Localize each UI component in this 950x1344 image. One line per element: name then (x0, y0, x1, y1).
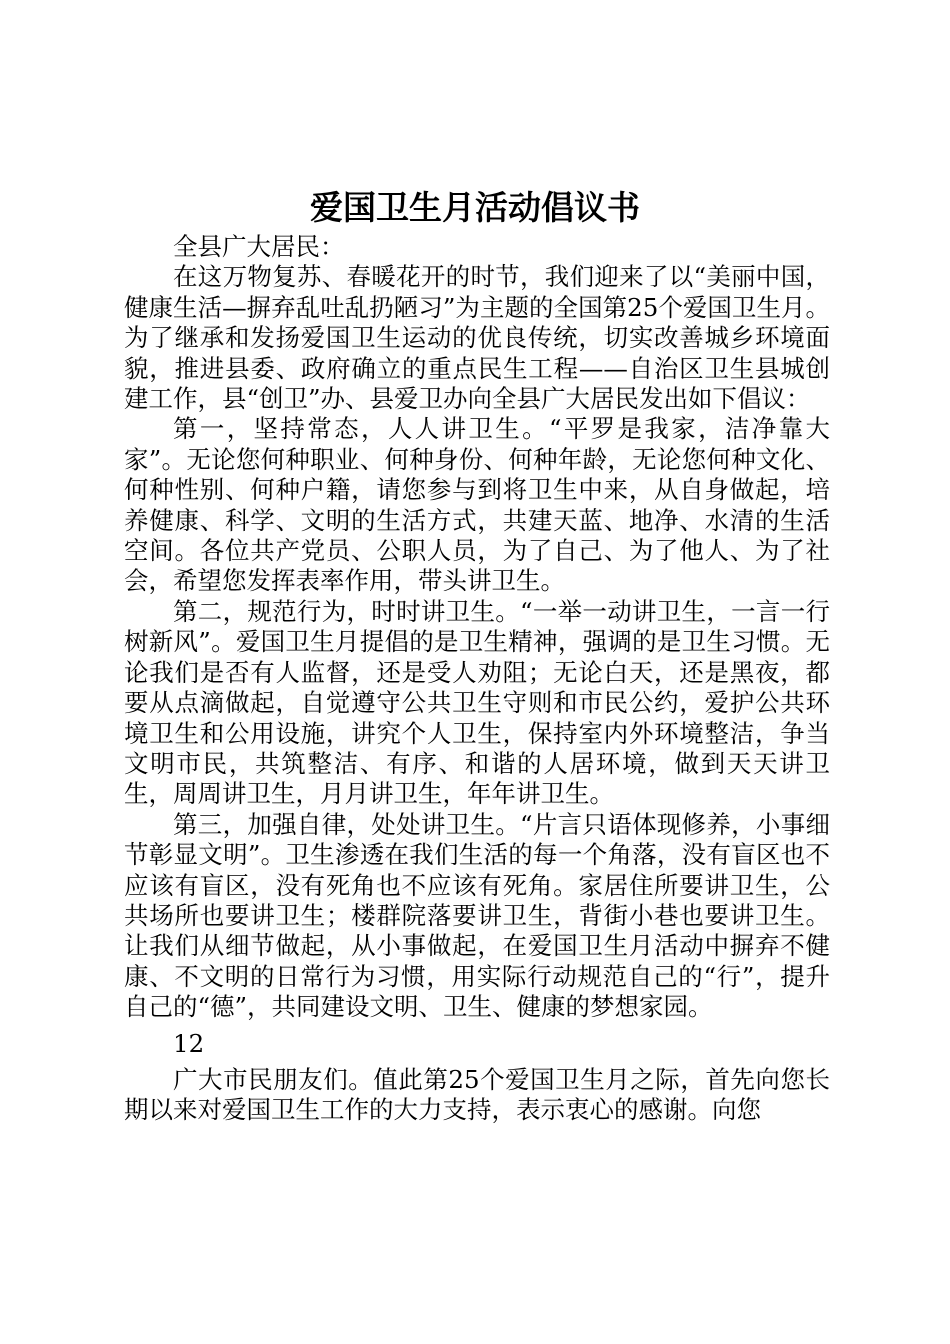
proposal-one-paragraph: 第一，坚持常态，人人讲卫生。“平罗是我家，洁净靠大家”。无论您何种职业、何种身份、何种年龄，无论您何种文化、何种性别、何种户籍，请您参与到将卫生中来，从自身做起，培养健康、科学、文明的生活方式，共建天蓝、地净、水清的生活空间。各位共产党员、公职人员，为了自己、为了他人、为了社会，希望您发挥表率作用，带头讲卫生。 (124, 414, 830, 596)
document-body (124, 232, 830, 1126)
proposal-two-paragraph: 第二，规范行为，时时讲卫生。“一举一动讲卫生，一言一行树新风”。爱国卫生月提倡的是卫生精神，强调的是卫生习惯。无论我们是否有人监督，还是受人劝阻；无论白天，还是黑夜，都要从点滴做起，自觉遵守公共卫生守则和市民公约，爱护公共环境卫生和公用设施，讲究个人卫生，保持室内外环境整洁，争当文明市民，共筑整洁、有序、和谐的人居环境，做到天天讲卫生，周周讲卫生，月月讲卫生，年年讲卫生。 (124, 596, 830, 809)
letter-paragraph: 广大市民朋友们。值此第25个爱国卫生月之际，首先向您长期以来对爱国卫生工作的大力支持，表示衷心的感谢。向您 (124, 1064, 830, 1125)
salutation: 全县广大居民： (173, 232, 345, 261)
document-title: 爱国卫生月活动倡议书 (310, 188, 640, 227)
intro-paragraph: 在这万物复苏、春暖花开的时节，我们迎来了以“美丽中国，健康生活—摒弃乱吐乱扔陋习”为主题的全国第25个爱国卫生月。为了继承和发扬爱国卫生运动的优良传统，切实改善城乡环境面貌，推进县委、政府确立的重点民生工程——自治区卫生县城创建工作，县“创卫”办、县爱卫办向全县广大居民发出如下倡议： (124, 262, 830, 414)
proposal-three-paragraph: 第三，加强自律，处处讲卫生。“片言只语体现修养，小事细节彰显文明”。卫生渗透在我们生活的每一个角落，没有盲区也不应该有盲区，没有死角也不应该有死角。家居住所要讲卫生，公共场所也要讲卫生；楼群院落要讲卫生，背街小巷也要讲卫生。让我们从细节做起，从小事做起，在爱国卫生月活动中摒弃不健康、不文明的日常行为习惯，用实际行动规范自己的“行”，提升自己的“德”，共同建设文明、卫生、健康的梦想家园。 (124, 809, 830, 1022)
section-number: 12 (173, 1028, 205, 1058)
